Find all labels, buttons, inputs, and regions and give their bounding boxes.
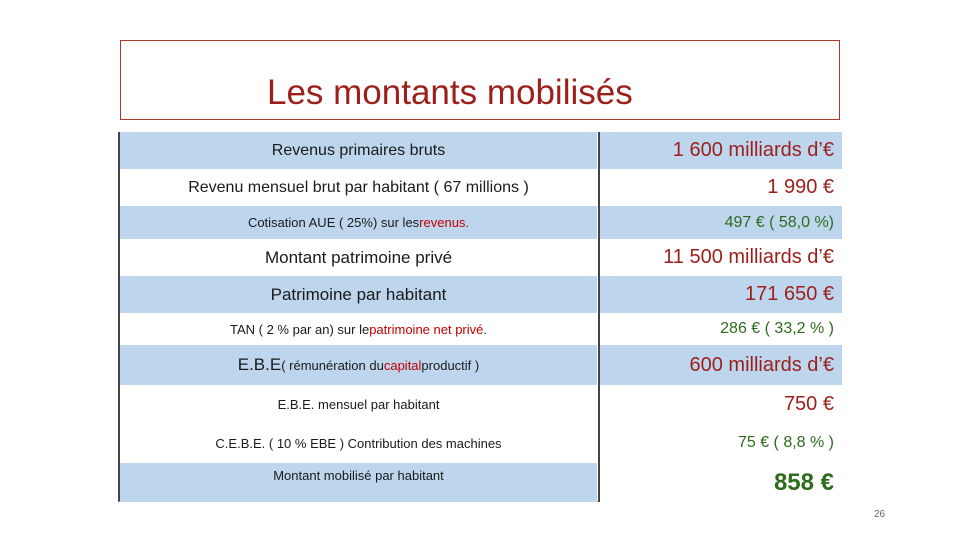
- row-value: [598, 206, 842, 239]
- table-row: [120, 345, 842, 385]
- table-row: [120, 313, 842, 345]
- label-text: ( rémunération du: [281, 357, 384, 373]
- row-label: [120, 239, 597, 276]
- value-text: 1 990 €: [767, 176, 834, 198]
- row-label: [120, 169, 597, 206]
- value-text: 11 500 milliards d’€: [663, 246, 834, 268]
- value-text: 171 650 €: [745, 283, 834, 305]
- value-text: 497 € ( 58,0 %): [724, 213, 834, 231]
- table-row: [120, 132, 842, 169]
- row-value: [598, 132, 842, 169]
- row-value: [598, 423, 842, 463]
- label-text: Montant mobilisé par habitant: [273, 468, 444, 483]
- label-text: E.B.E. mensuel par habitant: [277, 396, 440, 412]
- row-value: [598, 313, 842, 345]
- row-label: [120, 132, 597, 169]
- row-label: [120, 345, 597, 385]
- value-text: 750 €: [783, 392, 834, 415]
- table-row: [120, 239, 842, 276]
- table-row: [120, 423, 842, 463]
- title-box: [120, 40, 840, 120]
- row-value: [598, 463, 842, 502]
- table-row: [120, 206, 842, 239]
- label-text: C.E.B.E. ( 10 % EBE ) Contribution des machines: [215, 435, 502, 451]
- row-label: [120, 313, 597, 345]
- row-label: [120, 463, 597, 502]
- table-row: [120, 463, 842, 502]
- label-text: Revenus primaires bruts: [271, 141, 446, 159]
- row-label: [120, 206, 597, 239]
- label-text: Revenu mensuel brut par habitant ( 67 millions ): [188, 178, 529, 196]
- row-value: [598, 169, 842, 206]
- label-text: TAN ( 2 % par an) sur le: [230, 321, 370, 337]
- value-text: 600 milliards d’€: [689, 353, 834, 376]
- page-number: 26: [874, 509, 886, 520]
- amounts-table: [118, 132, 842, 502]
- label-suffix: productif ): [421, 357, 480, 373]
- row-value: [598, 385, 842, 423]
- row-value: [598, 345, 842, 385]
- slide-title: Les montants mobilisés: [267, 73, 633, 112]
- value-text: 858 €: [773, 468, 834, 496]
- table-row: [120, 276, 842, 313]
- label-abbrev: E.B.E: [237, 355, 282, 374]
- table-row: [120, 169, 842, 206]
- label-text: Cotisation AUE ( 25%) sur les: [247, 215, 420, 230]
- value-text: 286 € ( 33,2 % ): [720, 320, 834, 337]
- value-text: 75 € ( 8,8 % ): [737, 434, 834, 451]
- value-text: 1 600 milliards d’€: [672, 139, 834, 161]
- label-highlight: capital: [383, 357, 422, 373]
- label-highlight: patrimoine net privé: [369, 321, 484, 337]
- row-label: [120, 385, 597, 423]
- row-value: [598, 239, 842, 276]
- row-label: [120, 276, 597, 313]
- row-value: [598, 276, 842, 313]
- label-highlight: revenus.: [419, 215, 470, 230]
- row-label: [120, 423, 597, 463]
- label-text: Patrimoine par habitant: [270, 284, 447, 304]
- label-suffix: .: [483, 321, 487, 337]
- table-row: [120, 385, 842, 423]
- label-text: Montant patrimoine privé: [264, 247, 453, 267]
